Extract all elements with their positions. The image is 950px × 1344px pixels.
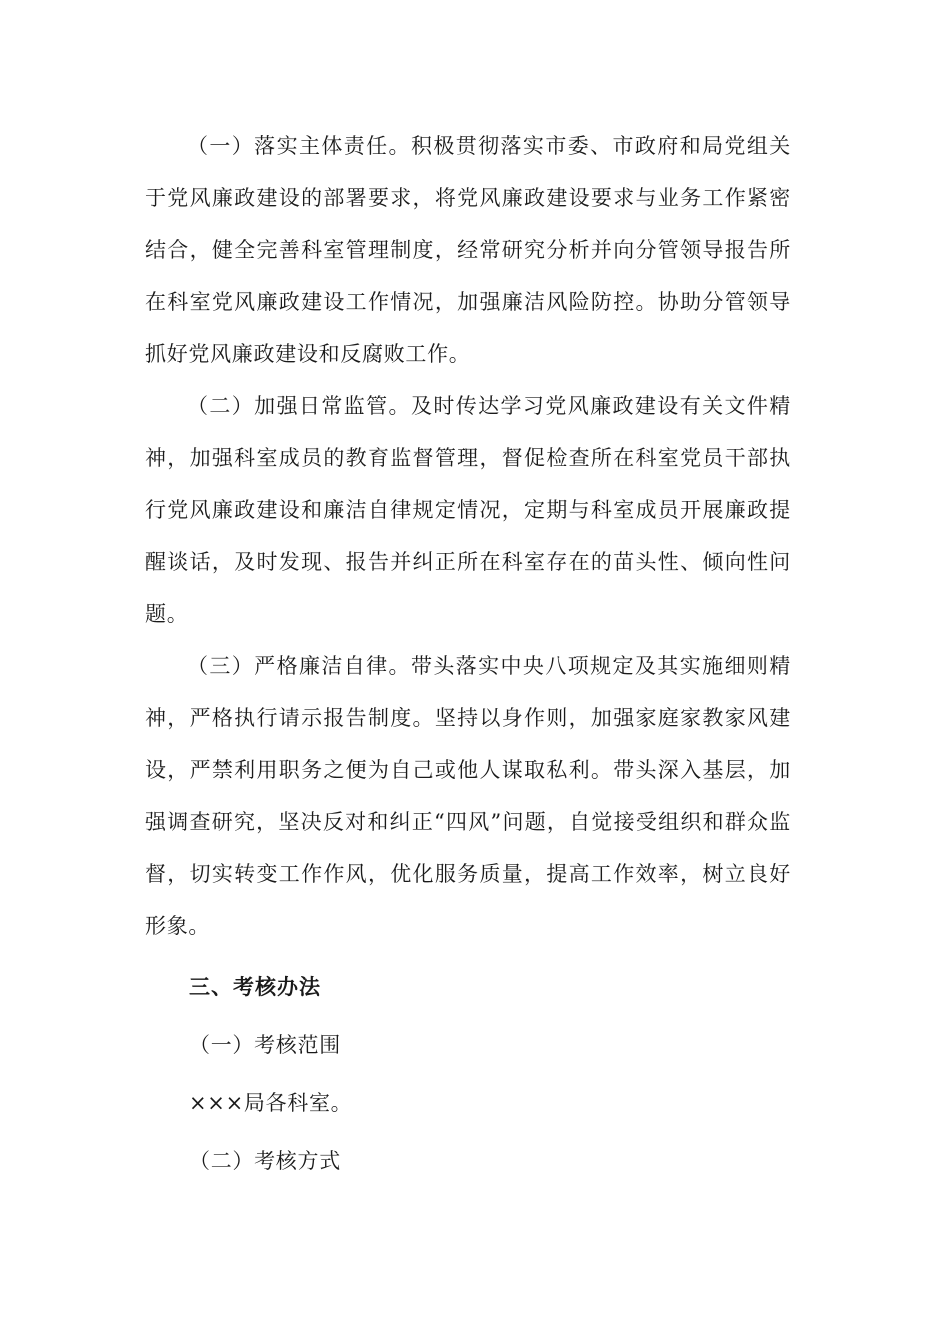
subheading-scope: （一）考核范围	[189, 1033, 341, 1057]
paragraph-supervision: （二）加强日常监管。及时传达学习党风廉政建设有关文件精神，加强科室成员的教育监督管理，督促检查所在科室党员干部执行党风廉政建设和廉洁自律规定情况，定期与科室成员开展廉政提醒谈话，及时发现、报告并纠正所在科室存在的苗头性、倾向性问题。	[145, 394, 791, 626]
document-body	[145, 120, 791, 1190]
section-heading-assessment: 三、考核办法	[189, 975, 321, 999]
paragraph-responsibility: （一）落实主体责任。积极贯彻落实市委、市政府和局党组关于党风廉政建设的部署要求，将党风廉政建设要求与业务工作紧密结合，健全完善科室管理制度，经常研究分析并向分管领导报告所在科室党风廉政建设工作情况，加强廉洁风险防控。协助分管领导抓好党风廉政建设和反腐败工作。	[145, 134, 791, 366]
scope-text: ×××局各科室。	[189, 1091, 353, 1115]
paragraph-self-discipline: （三）严格廉洁自律。带头落实中央八项规定及其实施细则精神，严格执行请示报告制度。坚持以身作则，加强家庭家教家风建设，严禁利用职务之便为自己或他人谋取私利。带头深入基层，加强调查研究，坚决反对和纠正“四风”问题，自觉接受组织和群众监督，切实转变工作作风，优化服务质量，提高工作效率，树立良好形象。	[145, 654, 791, 938]
subheading-method: （二）考核方式	[189, 1149, 341, 1173]
